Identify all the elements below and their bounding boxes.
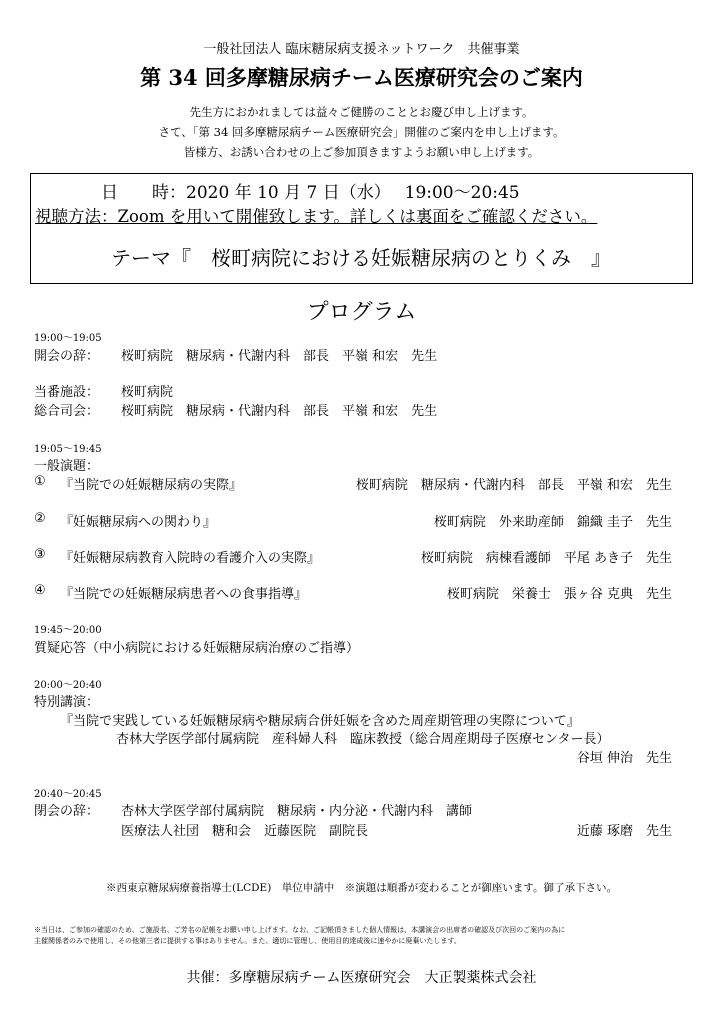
co-sponsor-footer: 共催：多摩糖尿病チーム医療研究会 大正製薬株式会社 bbox=[186, 970, 537, 986]
talk-4-title: 『当院での妊娠糖尿病患者への食事指導』 bbox=[60, 587, 308, 602]
special-speaker: 谷垣 伸治 先生 bbox=[576, 751, 672, 766]
talk-2-speaker: 桜町病院 外来助産師 錦織 圭子 先生 bbox=[433, 515, 672, 530]
talk-2-number: ② bbox=[34, 511, 46, 526]
closing-label: 閉会の辞： bbox=[34, 804, 100, 819]
closing-time: 20:40～20:45 bbox=[34, 789, 102, 800]
greeting-line-2: さて、「第 34 回多摩糖尿病チーム医療研究会」開催のご案内を申し上げます。 bbox=[158, 125, 565, 139]
opening-label: 開会の辞： bbox=[34, 349, 100, 364]
talk-3-title: 『妊娠糖尿病教育入院時の看護介入の実際』 bbox=[60, 551, 321, 566]
talk-3-number: ③ bbox=[34, 547, 46, 562]
privacy-note-1: ※当日は、ご参加の確認のため、ご施設名、ご芳名の記帳をお願い申し上げます。なお、ご記帳頂きました個人情報は、本講演会の出席者の確認及び次回のご案内の為に bbox=[34, 926, 566, 934]
organizer-line: 一般社団法人 臨床糖尿病支援ネットワーク 共催事業 bbox=[203, 42, 520, 57]
talk-3-speaker: 桜町病院 病棟看護師 平尾 あき子 先生 bbox=[420, 551, 672, 566]
talk-4-number: ④ bbox=[34, 583, 46, 598]
theme-line: テーマ『 桜町病院における妊娠糖尿病のとりくみ 』 bbox=[111, 246, 611, 270]
document-title: 第 34 回多摩糖尿病チーム医療研究会のご案内 bbox=[140, 65, 583, 90]
closing-speaker: 近藤 琢磨 先生 bbox=[576, 824, 672, 839]
moderator-label: 総合司会： bbox=[34, 404, 100, 419]
talk-1-number: ① bbox=[34, 474, 46, 489]
date-value: 2020 年 10 月 7 日（水） 19:00～20:45 bbox=[186, 183, 520, 203]
opening-time: 19:00～19:05 bbox=[34, 333, 102, 344]
moderator-value: 桜町病院 糖尿病・代謝内科 部長 平嶺 和宏 先生 bbox=[121, 404, 438, 419]
opening-speaker: 桜町病院 糖尿病・代謝内科 部長 平嶺 和宏 先生 bbox=[121, 349, 438, 364]
talk-2-title: 『妊娠糖尿病への関わり』 bbox=[60, 515, 217, 530]
talk-4-speaker: 桜町病院 栄養士 張ヶ谷 克典 先生 bbox=[446, 587, 672, 602]
greeting-line-1: 先生方におかれましては益々ご健勝のこととお慶び申し上げます。 bbox=[189, 105, 534, 119]
general-label: 一般演題： bbox=[34, 459, 100, 474]
special-time: 20:00～20:40 bbox=[34, 680, 102, 691]
credit-note: ※西東京糖尿病療養指導士(LCDE) 単位申請中 ※演題は順番が変わることが御座います。御了承下さい。 bbox=[106, 882, 617, 894]
qa-text: 質疑応答（中小病院における妊娠糖尿病治療のご指導） bbox=[34, 641, 360, 656]
closing-line-2: 医療法人社団 糖和会 近藤医院 副院長 bbox=[121, 824, 369, 839]
host-value: 桜町病院 bbox=[121, 385, 174, 400]
talk-1-title: 『当院での妊娠糖尿病の実際』 bbox=[60, 478, 243, 493]
event-info-box bbox=[30, 173, 693, 284]
date-label: 日 時： bbox=[101, 183, 186, 203]
privacy-note-2: 主催関係者のみで使用し、その他第三者に提供する事はありません。また、適切に管理し、使用目的達成後に速やかに廃棄いたします。 bbox=[34, 937, 461, 945]
closing-line-1: 杏林大学医学部付属病院 糖尿病・内分泌・代謝内科 講師 bbox=[121, 804, 473, 819]
general-time: 19:05～19:45 bbox=[34, 444, 102, 455]
talk-1-speaker: 桜町病院 糖尿病・代謝内科 部長 平嶺 和宏 先生 bbox=[355, 478, 672, 493]
special-title: 『当院で実践している妊娠糖尿病や糖尿病合併妊娠を含めた周産期管理の実際について』 bbox=[60, 714, 580, 729]
special-affiliation: 杏林大学医学部付属病院 産科婦人科 臨床教授（総合周産期母子医療センター長） bbox=[116, 732, 610, 747]
program-heading: プログラム bbox=[306, 300, 417, 325]
viewing-method: 視聴方法：Zoom を用いて開催致します。詳しくは裏面をご確認ください。 bbox=[35, 207, 598, 226]
special-label: 特別講演： bbox=[34, 695, 100, 710]
host-label: 当番施設： bbox=[34, 385, 100, 400]
qa-time: 19:45～20:00 bbox=[34, 625, 102, 636]
greeting-line-3: 皆様方、お誘い合わせの上ご参加頂きますようお願い申し上げます。 bbox=[183, 145, 540, 159]
